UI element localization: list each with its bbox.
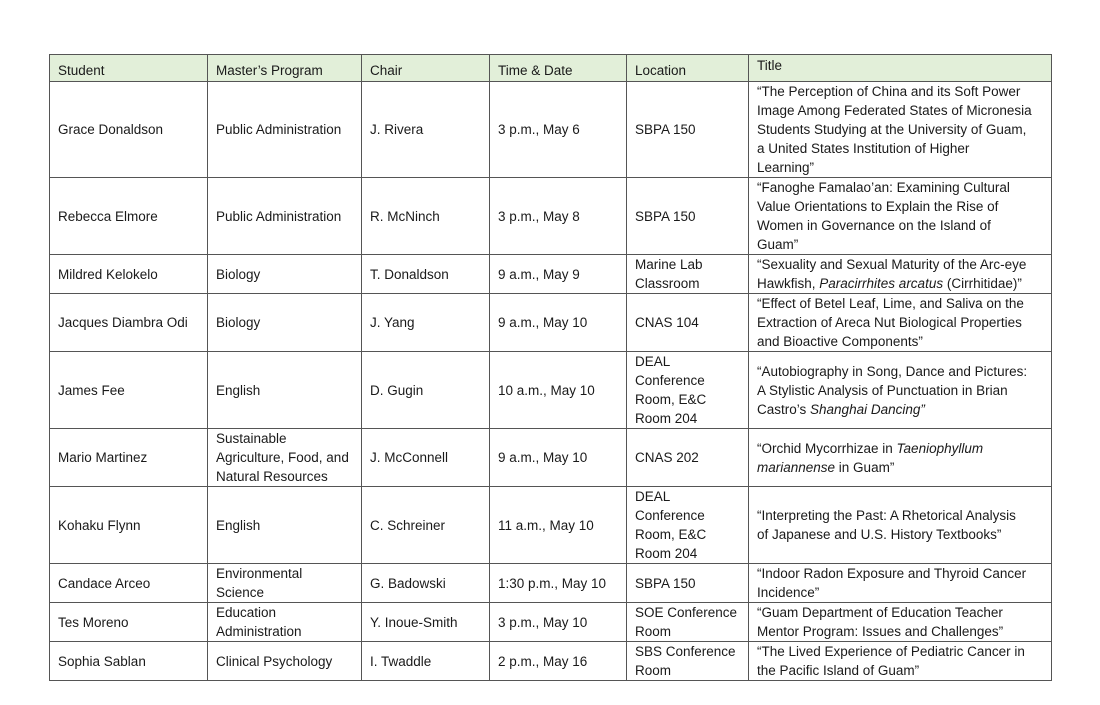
title-text: “Effect of Betel Leaf, Lime, and Saliva on the — [757, 296, 1024, 311]
title-line — [757, 506, 1043, 525]
cell-location-line: CNAS 202 — [635, 450, 699, 465]
cell-program-line: Public Administration — [216, 122, 342, 137]
table-row — [50, 178, 1052, 255]
cell-location-line: SBPA 150 — [635, 122, 696, 137]
table-row — [50, 429, 1052, 487]
cell-student: Mildred Kelokelo — [50, 255, 208, 294]
cell-title — [749, 642, 1052, 681]
cell-program-line: Biology — [216, 266, 261, 282]
title-italic-text: mariannense — [757, 459, 836, 475]
title-text: “Sexuality and Sexual Maturity of the Arc-eye — [757, 257, 1027, 272]
title-text: “Guam Department of Education Teacher — [757, 605, 1003, 620]
title-line — [757, 139, 1043, 158]
cell-student: Kohaku Flynn — [50, 487, 208, 564]
cell-time-date: 3 p.m., May 6 — [490, 82, 627, 178]
cell-title — [749, 82, 1052, 178]
cell-program — [208, 294, 362, 352]
title-text: Incidence” — [757, 585, 820, 600]
title-text: “Interpreting the Past: A Rhetorical Analysis — [757, 508, 1016, 523]
title-line — [757, 178, 1043, 197]
title-text: (Cirrhitidae)” — [943, 276, 1022, 291]
cell-location-line: CNAS 104 — [635, 315, 699, 330]
cell-location-line: Room — [635, 663, 672, 678]
cell-title — [749, 429, 1052, 487]
title-text: Hawkfish, — [757, 276, 820, 291]
cell-time-date: 9 a.m., May 10 — [490, 429, 627, 487]
title-line — [757, 332, 1043, 351]
cell-time-date: 10 a.m., May 10 — [490, 352, 627, 429]
title-italic-text: Paracirrhites arcatus — [819, 276, 944, 291]
cell-chair: D. Gugin — [362, 352, 490, 429]
cell-title — [749, 294, 1052, 352]
table-row — [50, 255, 1052, 294]
title-text: “Autobiography in Song, Dance and Pictures: — [757, 363, 1028, 379]
title-line — [757, 661, 1043, 680]
cell-program — [208, 603, 362, 642]
cell-location — [627, 255, 749, 294]
cell-time-date: 9 a.m., May 9 — [490, 255, 627, 294]
cell-program-line: Sustainable — [216, 431, 287, 446]
table-row — [50, 603, 1052, 642]
cell-location-line: SBS Conference — [635, 644, 736, 659]
header-title: Title — [749, 55, 1052, 82]
title-line — [757, 583, 1043, 602]
cell-location — [627, 429, 749, 487]
cell-location — [627, 294, 749, 352]
cell-time-date: 11 a.m., May 10 — [490, 487, 627, 564]
title-line — [757, 274, 1043, 293]
cell-location — [627, 603, 749, 642]
cell-program — [208, 487, 362, 564]
cell-program-line: English — [216, 517, 261, 533]
cell-program-line: Clinical Psychology — [216, 653, 333, 669]
cell-location — [627, 487, 749, 564]
cell-title — [749, 487, 1052, 564]
cell-student: Mario Martinez — [50, 429, 208, 487]
cell-chair: J. Yang — [362, 294, 490, 352]
cell-program — [208, 564, 362, 603]
cell-program — [208, 429, 362, 487]
cell-title — [749, 564, 1052, 603]
cell-title — [749, 255, 1052, 294]
cell-location-line: DEAL Conference — [635, 489, 705, 523]
cell-student: Jacques Diambra Odi — [50, 294, 208, 352]
title-text: Guam” — [757, 237, 799, 252]
title-line — [757, 216, 1043, 235]
table-body — [50, 82, 1052, 681]
cell-location-line: SBPA 150 — [635, 575, 696, 591]
title-line — [757, 313, 1043, 332]
cell-program-line: Environmental — [216, 566, 303, 581]
title-italic-text: Shanghai Dancing” — [810, 401, 925, 417]
title-text: and Bioactive Components” — [757, 334, 923, 349]
title-text: the Pacific Island of Guam” — [757, 663, 920, 678]
header-program: Master’s Program — [208, 55, 362, 82]
title-line — [757, 622, 1043, 641]
cell-title — [749, 178, 1052, 255]
cell-location-line: Room — [635, 624, 672, 639]
cell-chair: T. Donaldson — [362, 255, 490, 294]
cell-time-date: 9 a.m., May 10 — [490, 294, 627, 352]
title-text: a United States Institution of Higher — [757, 141, 970, 156]
title-text: “Orchid Mycorrhizae in — [757, 440, 897, 456]
cell-location-line: Room 204 — [635, 546, 698, 561]
cell-program-line: English — [216, 382, 261, 398]
cell-program-line: Science — [216, 585, 265, 600]
cell-chair: I. Twaddle — [362, 642, 490, 681]
title-text: in Guam” — [835, 459, 895, 475]
cell-location-line: Room, E&C — [635, 392, 707, 407]
cell-location — [627, 178, 749, 255]
cell-location — [627, 352, 749, 429]
title-line — [757, 294, 1043, 313]
header-time-date: Time & Date — [490, 55, 627, 82]
title-text: A Stylistic Analysis of Punctuation in Brian — [757, 382, 1008, 398]
cell-program — [208, 178, 362, 255]
title-line — [757, 235, 1043, 254]
table-row — [50, 352, 1052, 429]
cell-time-date: 3 p.m., May 10 — [490, 603, 627, 642]
title-line — [757, 642, 1043, 661]
table-row — [50, 82, 1052, 178]
title-line — [757, 158, 1043, 177]
cell-program-line: Education — [216, 605, 277, 620]
header-student: Student — [50, 55, 208, 82]
title-text: Image Among Federated States of Micronesia — [757, 103, 1032, 118]
table-row — [50, 564, 1052, 603]
cell-time-date: 2 p.m., May 16 — [490, 642, 627, 681]
cell-location-line: SOE Conference — [635, 605, 738, 620]
title-line — [757, 400, 1043, 419]
header-location: Location — [627, 55, 749, 82]
cell-location-line: Room, E&C — [635, 527, 707, 542]
cell-location-line: Room 204 — [635, 411, 698, 426]
title-text: Castro’s — [757, 401, 811, 417]
cell-student: Sophia Sablan — [50, 642, 208, 681]
title-line — [757, 82, 1043, 101]
table-row — [50, 642, 1052, 681]
title-text: of Japanese and U.S. History Textbooks” — [757, 527, 1002, 542]
cell-time-date: 3 p.m., May 8 — [490, 178, 627, 255]
cell-title — [749, 352, 1052, 429]
title-text: “The Lived Experience of Pediatric Cancer in — [757, 644, 1025, 659]
title-text: Learning” — [757, 160, 815, 175]
cell-program — [208, 352, 362, 429]
header-chair: Chair — [362, 55, 490, 82]
cell-student: Grace Donaldson — [50, 82, 208, 178]
cell-location-line: DEAL Conference — [635, 354, 705, 388]
cell-chair: C. Schreiner — [362, 487, 490, 564]
cell-student: Rebecca Elmore — [50, 178, 208, 255]
title-italic-text: Taeniophyllum — [896, 440, 984, 456]
cell-student: Candace Arceo — [50, 564, 208, 603]
title-line — [757, 603, 1043, 622]
thesis-defense-schedule-table — [49, 54, 1052, 681]
cell-chair: G. Badowski — [362, 564, 490, 603]
cell-program — [208, 255, 362, 294]
cell-program-line: Agriculture, Food, and — [216, 450, 349, 465]
cell-location-line: Marine Lab — [635, 257, 703, 272]
title-line — [757, 439, 1043, 458]
cell-chair: R. McNinch — [362, 178, 490, 255]
cell-chair: J. Rivera — [362, 82, 490, 178]
cell-program-line: Public Administration — [216, 208, 342, 224]
title-line — [757, 458, 1043, 477]
cell-location-line: Classroom — [635, 276, 700, 291]
title-line — [757, 381, 1043, 400]
cell-program — [208, 642, 362, 681]
title-text: “The Perception of China and its Soft Power — [757, 84, 1021, 99]
title-line — [757, 362, 1043, 381]
table-row — [50, 294, 1052, 352]
title-text: “Indoor Radon Exposure and Thyroid Cancer — [757, 566, 1027, 581]
title-text: “Fanoghe Famalao’an: Examining Cultural — [757, 180, 1010, 195]
cell-program-line: Natural Resources — [216, 469, 328, 484]
cell-student: Tes Moreno — [50, 603, 208, 642]
cell-program-line: Administration — [216, 624, 302, 639]
cell-location — [627, 642, 749, 681]
title-line — [757, 197, 1043, 216]
cell-chair: J. McConnell — [362, 429, 490, 487]
title-line — [757, 525, 1043, 544]
cell-chair: Y. Inoue-Smith — [362, 603, 490, 642]
cell-time-date: 1:30 p.m., May 10 — [490, 564, 627, 603]
title-text: Women in Governance on the Island of — [757, 218, 991, 233]
title-line — [757, 564, 1043, 583]
title-text: Extraction of Areca Nut Biological Properties — [757, 315, 1022, 330]
table-row — [50, 487, 1052, 564]
title-text: Mentor Program: Issues and Challenges” — [757, 624, 1004, 639]
title-text: Value Orientations to Explain the Rise of — [757, 199, 999, 214]
cell-program-line: Biology — [216, 315, 261, 330]
title-line — [757, 101, 1043, 120]
cell-title — [749, 603, 1052, 642]
cell-program — [208, 82, 362, 178]
cell-location — [627, 564, 749, 603]
title-line — [757, 120, 1043, 139]
header-row — [50, 55, 1052, 82]
cell-location — [627, 82, 749, 178]
title-text: Students Studying at the University of Guam, — [757, 122, 1027, 137]
cell-location-line: SBPA 150 — [635, 208, 696, 224]
cell-student: James Fee — [50, 352, 208, 429]
title-line — [757, 255, 1043, 274]
